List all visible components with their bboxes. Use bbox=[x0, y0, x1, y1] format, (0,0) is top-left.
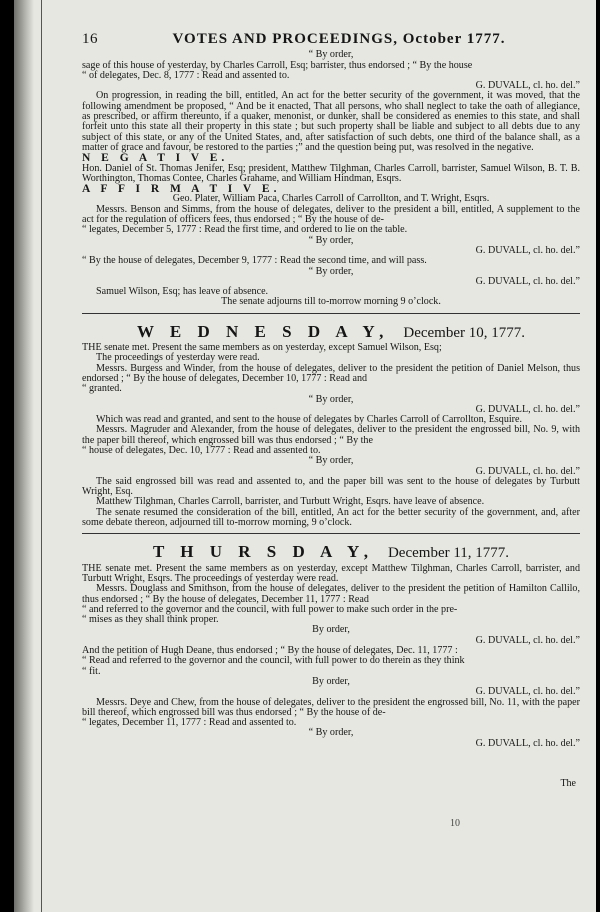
text-line: “ By order, bbox=[308, 727, 354, 739]
page-number: 16 bbox=[82, 31, 98, 47]
text-line: Messrs. Deye and Chew, from the house of delegates, deliver to the president the engrossed bill, No. 11, with the paper bill thereof, which engrossed bill was thus endorsed ; “ By the house of de- bbox=[82, 696, 580, 718]
text-line: Messrs. Burgess and Winder, from the house of delegates, deliver to the president the petition of Daniel Melson, thus endorsed ; “ By the house of delegates, December 10, 1777 : Read and bbox=[82, 362, 580, 384]
day-date: December 11, 1777. bbox=[387, 545, 510, 562]
day-name: T H U R S D A Y, bbox=[152, 542, 374, 562]
text-line: THE senate met. Present the same members as on yesterday, except Samuel Wilson, Esq; bbox=[82, 342, 442, 354]
text-line: A F F I R M A T I V E. bbox=[82, 183, 281, 196]
catchword: The bbox=[560, 778, 576, 789]
day-name: W E D N E S D A Y, bbox=[136, 321, 390, 341]
text-line: N E G A T I V E. bbox=[82, 152, 229, 165]
text-line: G. DUVALL, cl. ho. del.” bbox=[475, 465, 580, 477]
section-thursday bbox=[82, 564, 580, 749]
text-line: “ house of delegates, Dec. 10, 1777 : Read and assented to. bbox=[82, 444, 321, 456]
page bbox=[14, 0, 596, 912]
binding-gutter bbox=[14, 0, 34, 912]
section-tuesday-continued bbox=[82, 50, 580, 307]
text-line: The said engrossed bill was read and assented to, and the paper bill was sent to the house of delegates by Turbutt Wright, Esq. bbox=[82, 475, 580, 498]
text-line: Messrs. Benson and Simms, from the house of delegates, deliver to the president a bill, entitled, A supplement to the act for the regulation of officers fees, thus endorsed ; “ By the house of de- bbox=[82, 203, 580, 226]
text-line: Geo. Plater, William Paca, Charles Carroll of Carrollton, and T. Wright, Esqrs. bbox=[172, 193, 490, 205]
running-title: VOTES AND PROCEEDINGS, October 1777. bbox=[172, 31, 506, 47]
text-line: “ Read and referred to the governor and the council, with full power to do therein as they think bbox=[82, 655, 465, 667]
day-date: December 10, 1777. bbox=[403, 324, 526, 341]
text-line: “ and referred to the governor and the council, with full power to make such order in the pre- bbox=[82, 603, 458, 615]
text-line: The senate adjourns till to-morrow morning 9 o’clock. bbox=[221, 296, 441, 308]
text-line: “ legates, December 5, 1777 : Read the first time, and ordered to lie on the table. bbox=[82, 224, 408, 236]
binding-rule bbox=[41, 0, 42, 912]
text-line: sage of this house of yesterday, by Charles Carroll, Esq; barrister, thus endorsed ; “ By the house bbox=[82, 59, 473, 71]
footer-mark: 10 bbox=[450, 818, 460, 829]
text-line: G. DUVALL, cl. ho. del.” bbox=[475, 686, 580, 698]
text-line: “ By the house of delegates, December 9, 1777 : Read the second time, and will pass. bbox=[82, 255, 427, 267]
text-line: Samuel Wilson, Esq; has leave of absence. bbox=[96, 286, 269, 298]
text-line: “ By order, bbox=[308, 49, 354, 61]
text-line: “ By order, bbox=[308, 234, 354, 246]
text-line: “ granted. bbox=[82, 383, 122, 395]
text-line: G. DUVALL, cl. ho. del.” bbox=[475, 80, 580, 92]
text-line: G. DUVALL, cl. ho. del.” bbox=[475, 244, 580, 256]
running-header bbox=[82, 31, 580, 47]
text-line: “ mises as they shall think proper. bbox=[82, 614, 219, 626]
text-line: G. DUVALL, cl. ho. del.” bbox=[475, 634, 580, 646]
text-line: G. DUVALL, cl. ho. del.” bbox=[475, 275, 580, 287]
text-line: Matthew Tilghman, Charles Carroll, barrister, and Turbutt Wright, Esqrs. have leave of absence. bbox=[96, 496, 485, 508]
text-line: And the petition of Hugh Deane, thus endorsed ; “ By the house of delegates, Dec. 11, 1777 : bbox=[82, 645, 458, 657]
text-line: By order, bbox=[312, 624, 350, 636]
text-line: “ By order, bbox=[308, 455, 354, 467]
section-rule bbox=[82, 313, 580, 314]
section-wednesday bbox=[82, 343, 580, 528]
text-line: “ By order, bbox=[308, 393, 354, 405]
section-rule bbox=[82, 533, 580, 534]
day-heading-thursday bbox=[82, 542, 580, 562]
text-line: By order, bbox=[312, 675, 350, 687]
day-heading-wednesday bbox=[82, 321, 580, 341]
text-line: THE senate met. Present the same members as on yesterday, except Matthew Tilghman, Charles Carroll, barrister, and Turbutt Wright, Esqrs. The proceedings of yesterday were read. bbox=[82, 562, 580, 584]
text-line: On progression, in reading the bill, entitled, An act for the better security of the government, it was moved, that the following amendment be proposed, “ And be it enacted, That all persons, who shall neglect to take the oath of allegiance, as prescribed, or affirm thereunto, if a quaker, menonist, or dunker, shall be considered as enemies to this state, and shall forfeit unto this state all their property in this state ; but such property shall be liable and subject to all debts due to any subject of this state, or any of the United States, and, after satisfaction of such debts, one third of the balance shall, as a matter of grace and favour, be restored to the parties ;” and the question being put, was resolved in the negative. bbox=[82, 90, 580, 153]
text-line: Hon. Daniel of St. Thomas Jenifer, Esq; president, Matthew Tilghman, Charles Carroll, barrister, Samuel Wilson, B. T. B. Worthington, Thomas Contee, Charles Grahame, and William Hindman, Esqrs. bbox=[82, 162, 580, 184]
text-line: “ fit. bbox=[82, 665, 101, 677]
text-column bbox=[82, 31, 580, 749]
text-line: “ of delegates, Dec. 8, 1777 : Read and assented to. bbox=[82, 69, 290, 81]
text-line: Messrs. Magruder and Alexander, from the house of delegates, deliver to the president the engrossed bill, No. 9, with the paper bill thereof, which engrossed bill was thus endorsed ; “ By the bbox=[82, 424, 580, 446]
text-line: The proceedings of yesterday were read. bbox=[96, 352, 260, 364]
text-line: “ By order, bbox=[308, 265, 354, 277]
text-line: G. DUVALL, cl. ho. del.” bbox=[475, 737, 580, 749]
text-line: G. DUVALL, cl. ho. del.” bbox=[475, 403, 580, 415]
text-line: Which was read and granted, and sent to the house of delegates by Charles Carroll of Carrollton, Esquire. bbox=[96, 414, 523, 426]
text-line: Messrs. Douglass and Smithson, from the house of delegates, deliver to the president the petition of Hamilton Callilo, thus endorsed ; “ By the house of delegates, December 11, 1777 : Read bbox=[82, 583, 580, 605]
text-line: “ legates, December 11, 1777 : Read and assented to. bbox=[82, 717, 297, 729]
text-line: The senate resumed the consideration of the bill, entitled, An act for the better security of the government, and, after some debate thereon, adjourned till to-morrow morning, 9 o’clock. bbox=[82, 506, 580, 529]
